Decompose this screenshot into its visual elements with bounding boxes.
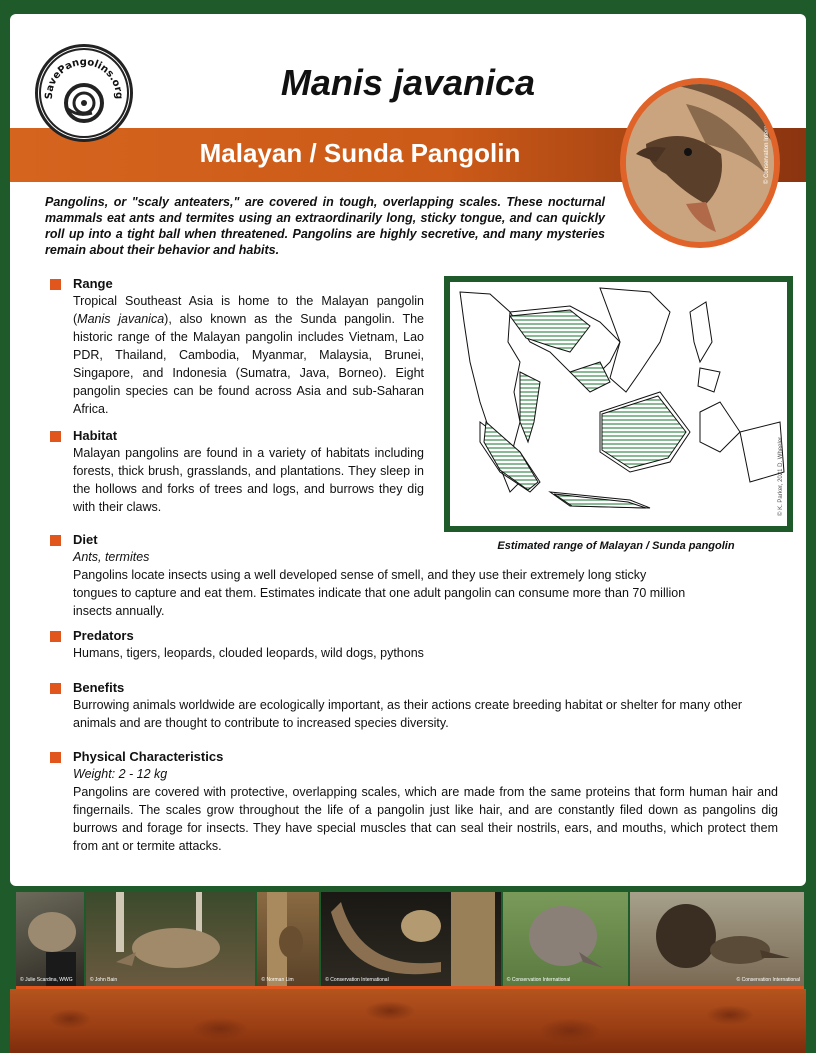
photo-credit: © Conservation International <box>736 977 800 983</box>
bullet-icon <box>50 631 61 642</box>
pangolin-photo-icon <box>257 892 319 986</box>
svg-text:SavePangolins.org: SavePangolins.org <box>43 56 125 100</box>
savepangolins-logo[interactable] <box>35 44 133 142</box>
pangolin-photo-icon <box>16 892 84 986</box>
physical-heading: Physical Characteristics <box>50 749 778 765</box>
habitat-body: Malayan pangolins are found in a variety of habitats including forests, thick brush, grasslands, and plantations. They sleep in the hollows and forks of trees and logs, and burrows they dig with their claws. <box>73 446 424 514</box>
gallery-photo-5[interactable] <box>503 892 629 986</box>
photo-credit: © Conservation International <box>764 107 770 184</box>
southeast-asia-map <box>450 282 787 526</box>
section-habitat <box>50 428 424 516</box>
diet-subtitle: Ants, termites <box>73 550 150 564</box>
photo-gallery <box>16 892 804 986</box>
bullet-icon <box>50 279 61 290</box>
predators-body: Humans, tigers, leopards, clouded leopards, wild dogs, pythons <box>73 646 424 660</box>
gallery-photo-6[interactable] <box>630 892 804 986</box>
bullet-icon <box>50 535 61 546</box>
bullet-icon <box>50 752 61 763</box>
bullet-icon <box>50 683 61 694</box>
map-credit: © K. Parker, 2021 D. Wheeler <box>778 436 784 516</box>
range-body: Tropical Southeast Asia is home to the Malayan pangolin (Manis javanica), also known as the Sunda pangolin. The historic range of the Malayan pangolin includes Vietnam, Lao PDR, Thailand, Cambodia, Myanmar, Malaysia, Brunei, Singapore, and Indonesia (Sumatra, Java, Borneo). Eight pangolin species can be found across Asia and sub-Saharan Africa. <box>73 294 424 416</box>
logo-emblem-icon <box>38 47 130 139</box>
pangolin-portrait-photo <box>620 78 780 248</box>
predators-heading: Predators <box>50 628 770 644</box>
photo-credit: © Norman Lim <box>261 977 294 983</box>
pangolin-photo-icon <box>630 892 804 986</box>
pangolin-head-illustration <box>626 84 774 242</box>
pangolin-photo-icon <box>503 892 629 986</box>
map-canvas <box>450 282 787 526</box>
physical-subtitle: Weight: 2 - 12 kg <box>73 767 168 781</box>
physical-body: Pangolins are covered with protective, overlapping scales, which are made from the same proteins that form human hair and fingernails. The scales grow throughout the life of a pangolin just like hair, and are constantly filed down as pangolins dig burrows and forage for insects. They have special muscles that can seal their nostrils, ears, and mouths, which protect them from ant or termite attacks. <box>73 785 778 853</box>
species-title: Manis javanica <box>280 62 536 103</box>
pangolin-photo-icon <box>86 892 256 986</box>
range-map <box>444 276 793 532</box>
habitat-heading: Habitat <box>50 428 424 444</box>
gallery-photo-1[interactable] <box>16 892 84 986</box>
gallery-photo-4[interactable] <box>321 892 501 986</box>
photo-credit: © John Bain <box>89 977 118 983</box>
bullet-icon <box>50 431 61 442</box>
section-predators <box>50 628 770 662</box>
map-caption: Estimated range of Malayan / Sunda pangolin <box>497 540 735 552</box>
section-benefits <box>50 680 774 732</box>
benefits-heading: Benefits <box>50 680 774 696</box>
section-diet <box>50 532 710 620</box>
range-heading: Range <box>50 276 424 292</box>
photo-credit: © Julie Scardina, WWG <box>20 977 73 983</box>
common-name-title: Malayan / Sunda Pangolin <box>199 138 521 168</box>
section-range <box>50 276 424 418</box>
diet-body: Pangolins locate insects using a well developed sense of smell, and they use their extremely long sticky tongues to capture and eat them. Estimates indicate that one adult pangolin can consume more than 70 million insects annually. <box>73 568 686 618</box>
footer-bark-texture <box>10 989 806 1053</box>
pangolin-photo-icon <box>321 892 501 986</box>
gallery-photo-3[interactable] <box>257 892 319 986</box>
photo-credit: © Conservation International <box>506 977 571 983</box>
intro-paragraph: Pangolins, or "scaly anteaters," are covered in tough, overlapping scales. These nocturnal mammals eat ants and termites using an extraordinarily long, sticky tongue, and can quickly roll up into a tight ball when threatened. Pangolins are highly secretive, and many mysteries remain about their behavior and habits. <box>45 195 605 257</box>
photo-credit: © Conservation International <box>325 977 389 983</box>
diet-heading: Diet <box>50 532 710 548</box>
section-physical <box>50 749 778 855</box>
gallery-photo-2[interactable] <box>86 892 256 986</box>
benefits-body: Burrowing animals worldwide are ecologically important, as their actions create breeding habitat or shelter for many other animals and are thought to contribute to increased species diversity. <box>73 698 743 730</box>
